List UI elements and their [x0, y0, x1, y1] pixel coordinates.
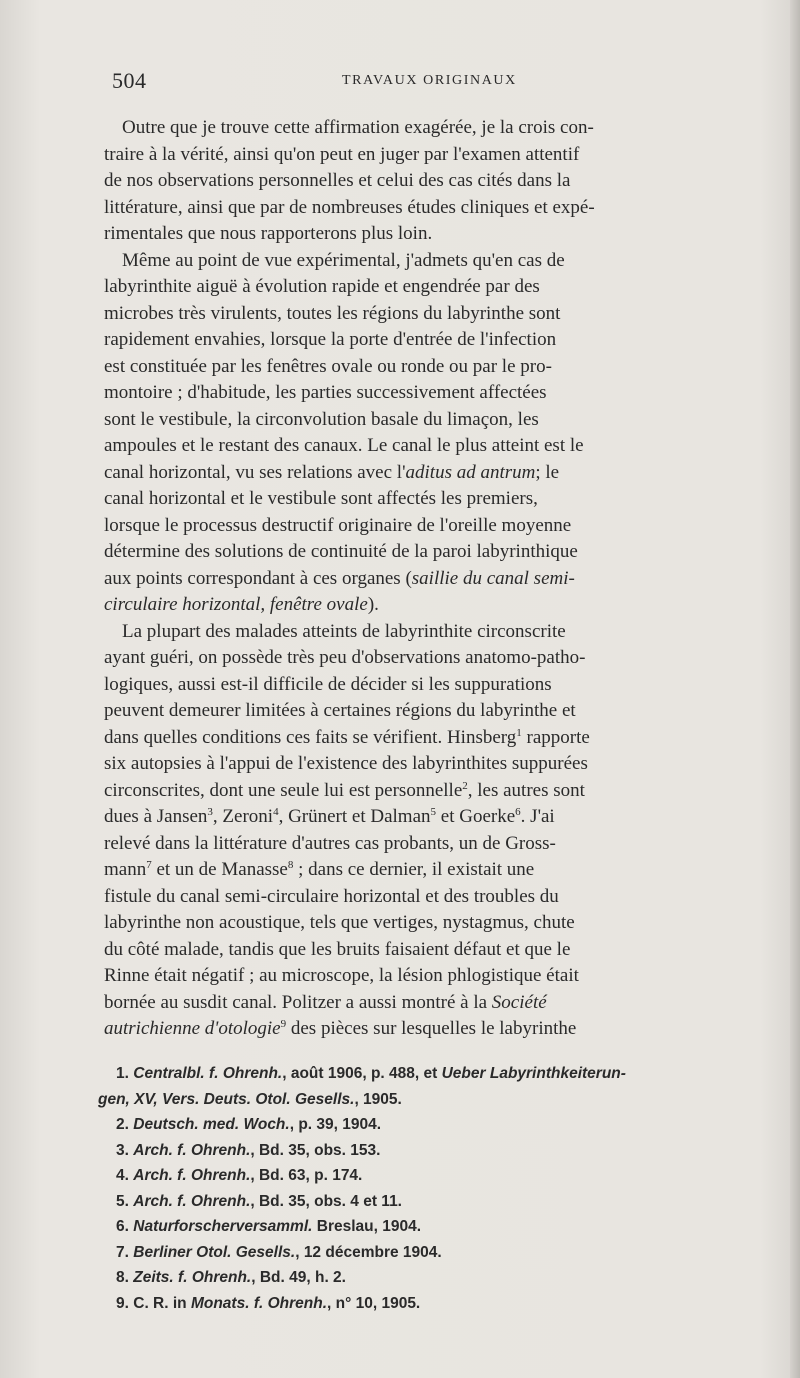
footnote-source: Naturforscherversamml.	[133, 1218, 313, 1235]
paragraph-3	[104, 619, 749, 1043]
footnote-7	[116, 1240, 736, 1266]
footnote-detail: , n° 10, 1905.	[327, 1294, 421, 1312]
paragraph-2	[104, 248, 749, 619]
text-line: lorsque le processus destructif originaire de l'oreille moyenne	[104, 514, 572, 536]
italic-term: saillie du canal semi-	[411, 567, 575, 589]
footnotes	[98, 1061, 736, 1316]
footnote-ref: 2	[462, 779, 468, 792]
footnote-detail: C. R. in	[133, 1294, 191, 1312]
footnote-number: 1.	[116, 1065, 129, 1082]
footnote-1	[116, 1061, 736, 1087]
footnote-ref: 5	[430, 806, 437, 818]
text-line-mixed	[104, 857, 749, 884]
footnote-detail: , Bd. 35, obs. 153.	[250, 1141, 381, 1159]
text-span: dues à Jansen	[104, 806, 208, 827]
footnote-number: 4.	[116, 1167, 129, 1184]
text-line: ayant guéri, on possède très peu d'observations anatomo-patho-	[104, 647, 586, 668]
body-text	[104, 115, 749, 1043]
text-line-mixed	[104, 804, 749, 831]
text-line-mixed	[104, 990, 749, 1017]
text-span: dans quelles conditions ces faits se vérifient. Hinsberg	[104, 726, 517, 748]
footnote-number: 3.	[116, 1141, 129, 1159]
paragraph-1	[104, 115, 749, 248]
footnote-5	[116, 1189, 736, 1215]
footnote-8	[116, 1265, 736, 1291]
text-line-mixed	[104, 725, 749, 752]
italic-term: aditus ad antrum	[405, 461, 536, 483]
footnote-number: 6.	[116, 1218, 129, 1235]
footnote-number: 7.	[116, 1243, 129, 1261]
text-line: canal horizontal et le vestibule sont affectés les premiers,	[104, 488, 538, 509]
footnote-detail: , Bd. 63, p. 174.	[250, 1167, 363, 1184]
footnote-source: Centralbl. f. Ohrenh.	[133, 1065, 283, 1082]
text-line: six autopsies à l'appui de l'existence des labyrinthites suppurées	[104, 753, 588, 774]
text-span: circonscrites, dont une seule lui est personnelle	[104, 779, 463, 801]
footnote-source: Monats. f. Ohrenh.	[190, 1294, 328, 1312]
text-line: rapidement envahies, lorsque la porte d'entrée de l'infection	[104, 329, 557, 350]
text-span: et Goerke	[436, 806, 516, 827]
text-line-mixed	[104, 460, 749, 487]
text-line-mixed	[104, 778, 749, 805]
footnote-9	[116, 1291, 736, 1317]
footnote-source: Zeits. f. Ohrenh.	[133, 1269, 252, 1286]
text-span: ).	[367, 594, 379, 615]
text-span: ; le	[535, 461, 560, 483]
text-line: littérature, ainsi que par de nombreuses études cliniques et expé-	[104, 196, 595, 218]
text-line: ampoules et le restant des canaux. Le canal le plus atteint est le	[104, 435, 584, 456]
footnote-ref: 8	[287, 859, 294, 871]
text-span: , les autres sont	[467, 779, 585, 801]
footnote-ref: 9	[280, 1018, 287, 1030]
footnote-source: Deutsch. med. Woch.	[133, 1116, 290, 1133]
footnote-source: gen, XV, Vers. Deuts. Otol. Gesells.	[98, 1090, 355, 1108]
footnote-ref: 6	[515, 806, 521, 818]
text-span: rapporte	[521, 726, 590, 748]
footnote-detail: , 12 décembre 1904.	[295, 1243, 442, 1261]
footnote-ref: 4	[273, 806, 279, 818]
text-line: est constituée par les fenêtres ovale ou ronde ou par le pro-	[104, 355, 552, 377]
footnote-number: 9.	[116, 1294, 129, 1312]
footnote-ref: 1	[516, 726, 522, 739]
footnote-3	[116, 1138, 736, 1164]
text-line: peuvent demeurer limitées à certaines régions du labyrinthe et	[104, 700, 576, 721]
italic-term: Société	[491, 991, 547, 1013]
text-line: logiques, aussi est-il difficile de décider si les suppurations	[104, 673, 552, 695]
text-line: détermine des solutions de continuité de la paroi labyrinthique	[104, 541, 578, 562]
text-line: traire à la vérité, ainsi qu'on peut en juger par l'examen attentif	[104, 143, 580, 165]
text-span: , Grünert et Dalman	[278, 806, 431, 827]
text-span: des pièces sur lesquelles le labyrinthe	[286, 1018, 577, 1039]
footnote-source: Berliner Otol. Gesells.	[133, 1243, 296, 1261]
page-edge-shadow	[790, 0, 800, 1378]
footnote-4	[116, 1163, 736, 1189]
text-span: mann	[104, 859, 147, 880]
footnote-detail: , Bd. 35, obs. 4 et 11.	[250, 1192, 402, 1210]
text-span: aux points correspondant à ces organes (	[104, 567, 412, 589]
text-span: et un de Manasse	[151, 859, 288, 880]
footnote-source: Arch. f. Ohrenh.	[133, 1141, 251, 1159]
italic-term: autrichienne d'otologie	[104, 1018, 281, 1039]
text-line: labyrinthite aiguë à évolution rapide et engendrée par des	[104, 276, 540, 297]
footnote-2	[116, 1112, 736, 1138]
footnote-6	[116, 1214, 736, 1240]
text-line: montoire ; d'habitude, les parties successivement affectées	[104, 382, 547, 403]
page-header	[112, 68, 742, 98]
text-line: labyrinthe non acoustique, tels que vertiges, nystagmus, chute	[104, 912, 575, 933]
footnote-detail: , Bd. 49, h. 2.	[251, 1269, 346, 1286]
text-line: sont le vestibule, la circonvolution basale du limaçon, les	[104, 408, 539, 430]
footnote-1-continued	[98, 1087, 736, 1113]
footnote-detail: Breslau, 1904.	[312, 1218, 422, 1235]
text-line: relevé dans la littérature d'autres cas probants, un de Gross-	[104, 832, 556, 854]
footnote-detail: , p. 39, 1904.	[289, 1116, 382, 1133]
text-span: canal horizontal, vu ses relations avec l'	[104, 461, 406, 483]
footnote-source: Arch. f. Ohrenh.	[133, 1192, 251, 1210]
text-line: Rinne était négatif ; au microscope, la lésion phlogistique était	[104, 965, 579, 986]
page-number: 504	[112, 68, 147, 93]
footnote-ref: 3	[207, 806, 213, 818]
footnote-detail: , 1905.	[354, 1090, 402, 1108]
text-line-mixed	[104, 592, 749, 619]
text-line: du côté malade, tandis que les bruits faisaient défaut et que le	[104, 938, 571, 960]
text-line-mixed	[104, 1016, 749, 1043]
text-line: Même au point de vue expérimental, j'admets qu'en cas de	[122, 249, 565, 271]
text-line: de nos observations personnelles et celui des cas cités dans la	[104, 170, 571, 191]
footnote-ref: 7	[146, 859, 152, 871]
footnote-number: 8.	[116, 1269, 129, 1286]
text-line: fistule du canal semi-circulaire horizontal et des troubles du	[104, 885, 559, 907]
text-line: rimentales que nous rapporterons plus loin.	[104, 223, 433, 244]
text-line: La plupart des malades atteints de labyrinthite circonscrite	[122, 620, 566, 642]
text-line: microbes très virulents, toutes les régions du labyrinthe sont	[104, 302, 561, 324]
text-line: Outre que je trouve cette affirmation exagérée, je la crois con-	[122, 117, 594, 138]
text-span: . J'ai	[520, 806, 555, 827]
italic-term: circulaire horizontal, fenêtre ovale	[104, 594, 368, 615]
footnote-number: 5.	[116, 1192, 129, 1210]
footnote-source: Arch. f. Ohrenh.	[133, 1167, 251, 1184]
text-span: , Zeroni	[212, 806, 274, 827]
footnote-source: Ueber Labyrinthkeiterun-	[441, 1065, 626, 1082]
text-line-mixed	[104, 566, 749, 593]
footnote-number: 2.	[116, 1116, 129, 1133]
text-span: ; dans ce dernier, il existait une	[293, 859, 535, 880]
text-span: bornée au susdit canal. Politzer a aussi montré à la	[104, 991, 492, 1013]
running-head: TRAVAUX ORIGINAUX	[342, 73, 517, 88]
footnote-detail: , août 1906, p. 488, et	[282, 1065, 442, 1082]
